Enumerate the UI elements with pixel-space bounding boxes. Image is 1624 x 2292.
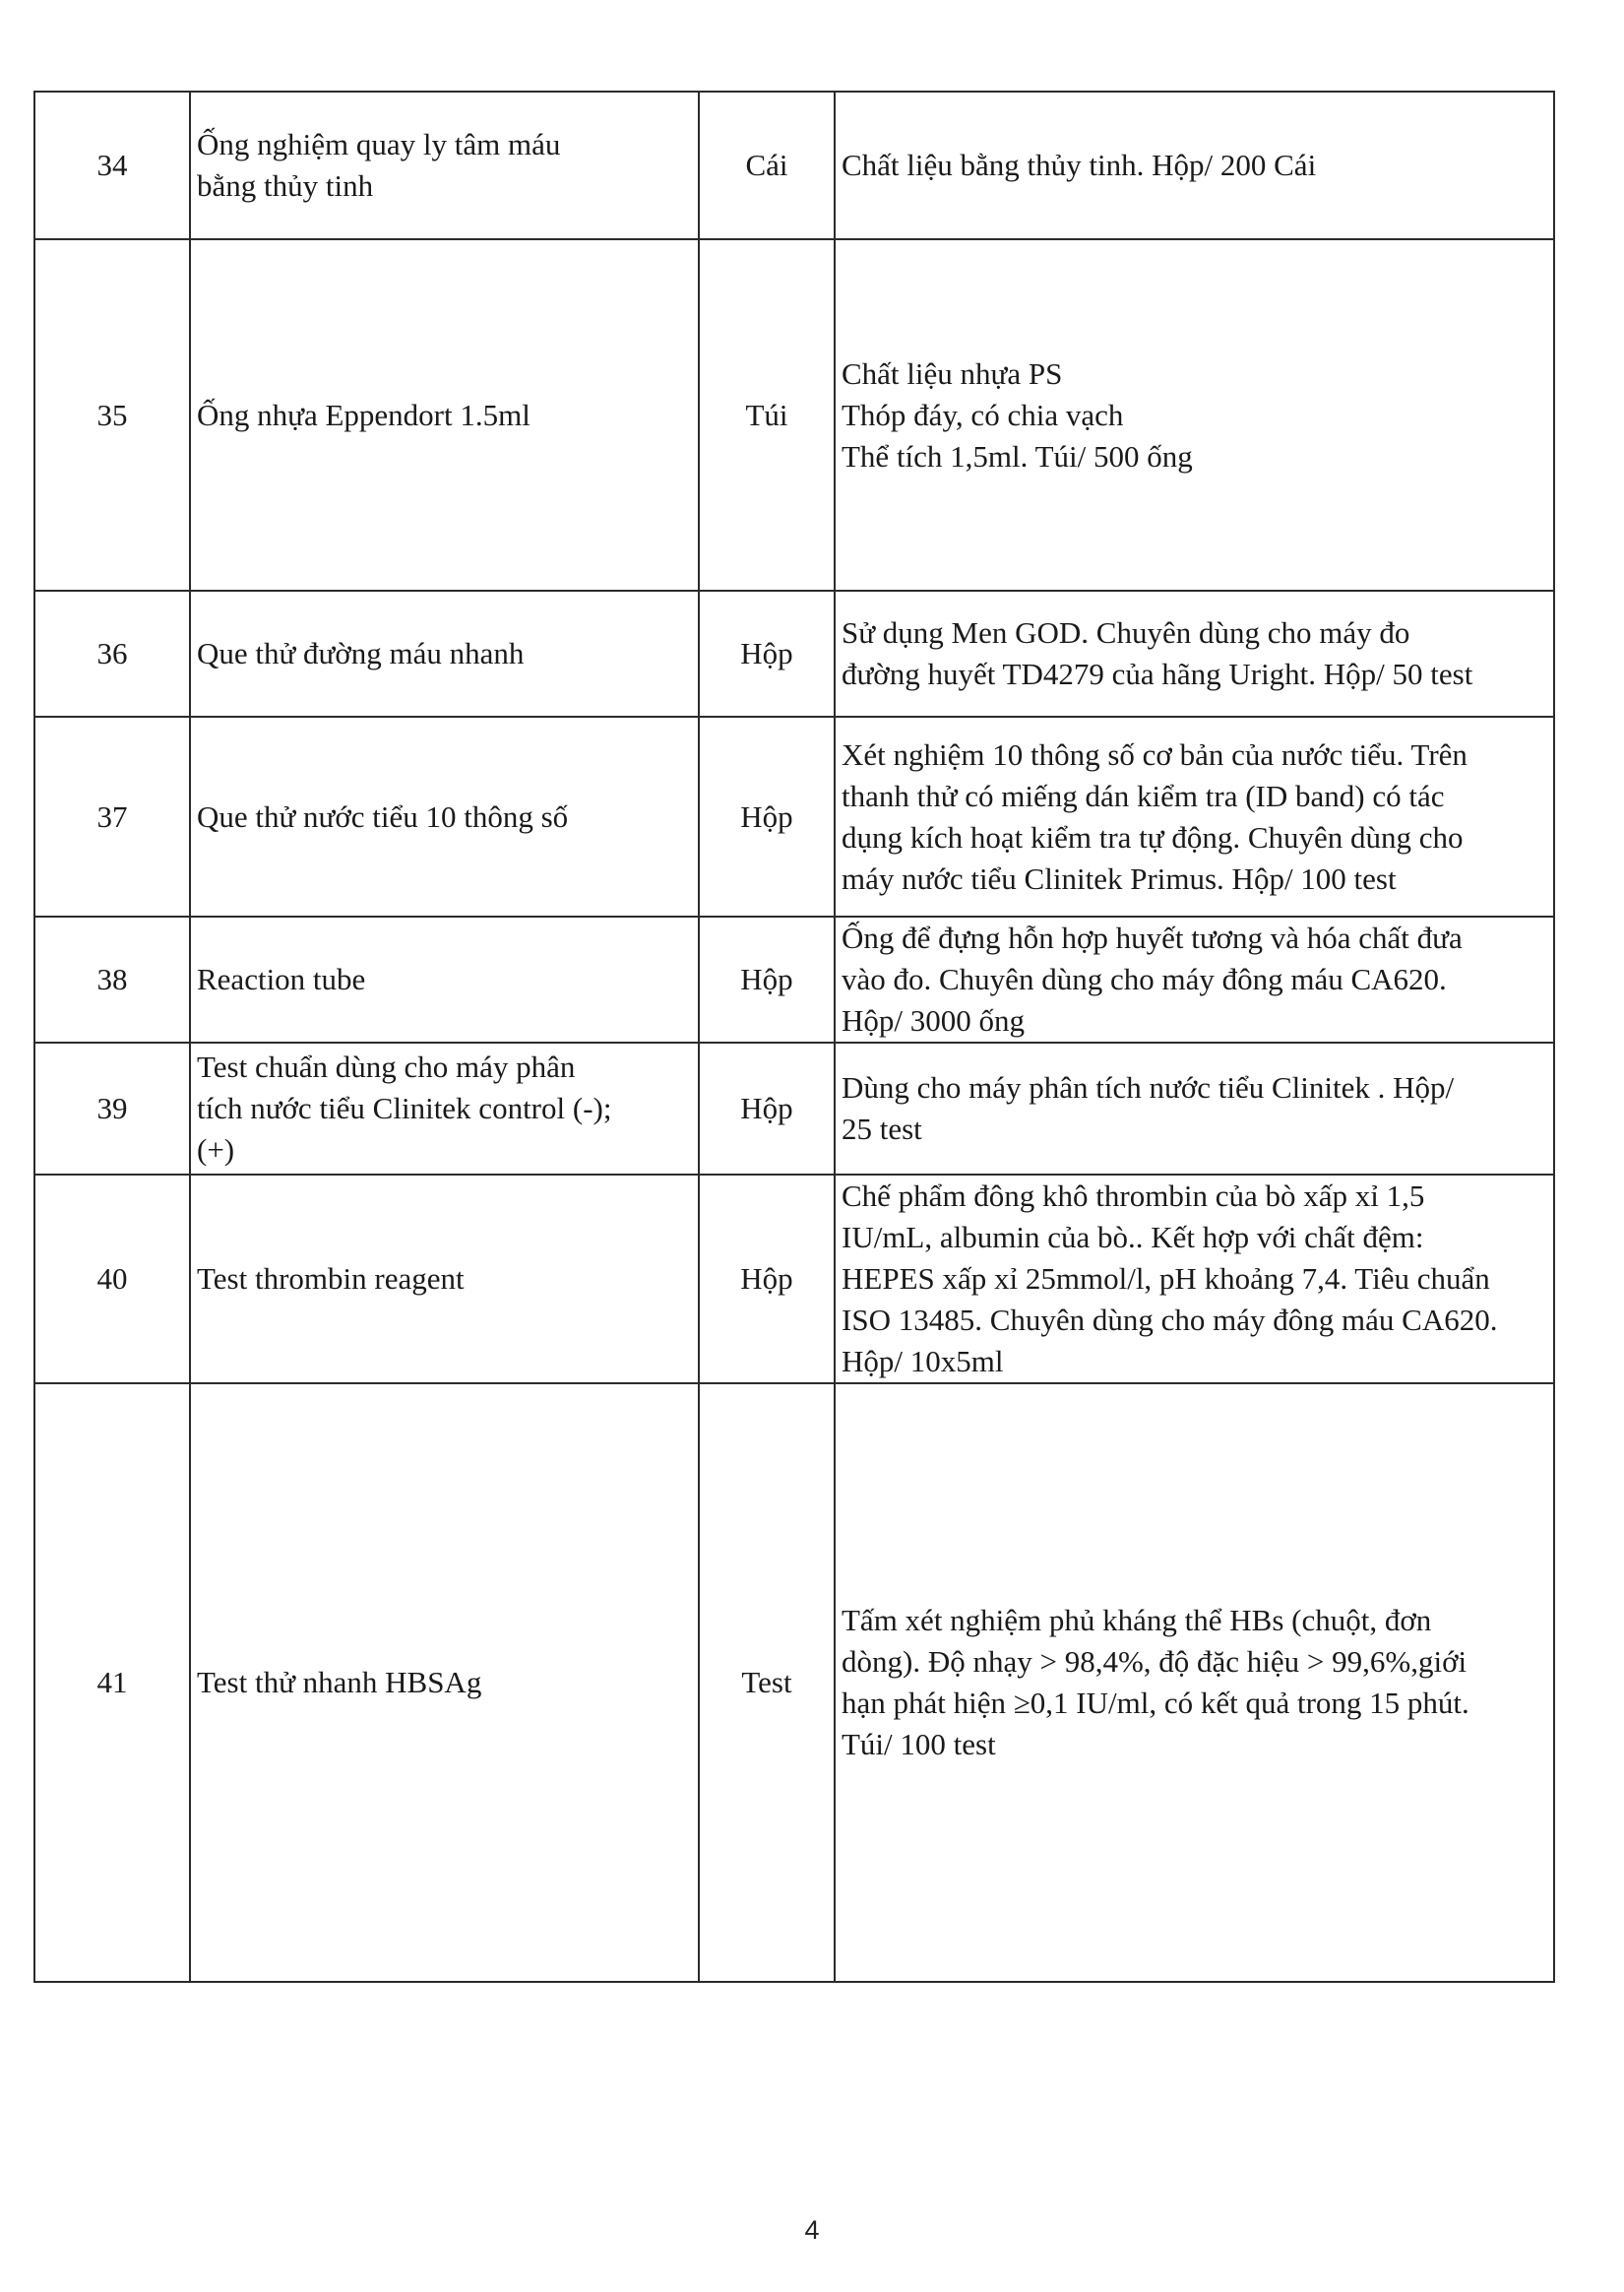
item-unit-cell: Hộp [699, 917, 835, 1043]
item-spec-line: Túi/ 100 test [842, 1727, 996, 1761]
item-spec-line: Chất liệu nhựa PS [842, 355, 1063, 391]
item-spec-cell [835, 591, 1554, 717]
item-spec-line: Thóp đáy, có chia vạch [842, 397, 1124, 432]
item-spec-line: đường huyết TD4279 của hãng Uright. Hộp/ 50 test [842, 657, 1473, 691]
item-name-cell [190, 92, 699, 239]
item-unit-cell: Cái [699, 92, 835, 239]
item-name-line: Que thử đường máu nhanh [197, 636, 525, 670]
item-unit-cell: Hộp [699, 1043, 835, 1175]
item-spec-cell [835, 1043, 1554, 1175]
item-name-line: bằng thủy tinh [197, 168, 374, 203]
item-name-line: tích nước tiểu Clinitek control (-); [197, 1091, 612, 1125]
item-unit-cell: Test [699, 1383, 835, 1982]
item-spec-line: HEPES xấp xỉ 25mmol/l, pH khoảng 7,4. Tiêu chuẩn [842, 1261, 1490, 1296]
table-row [34, 717, 1554, 917]
item-spec-line: Thể tích 1,5ml. Túi/ 500 ống [842, 438, 1193, 474]
item-spec-cell [835, 717, 1554, 917]
item-name-line: Test thrombin reagent [197, 1261, 465, 1296]
table-row [34, 917, 1554, 1043]
supply-spec-table [33, 91, 1555, 1983]
item-unit-cell: Túi [699, 239, 835, 591]
item-spec-cell [835, 92, 1554, 239]
item-spec-line: vào đo. Chuyên dùng cho máy đông máu CA620. [842, 962, 1447, 996]
item-spec-line: Chế phẩm đông khô thrombin của bò xấp xỉ 1,5 [842, 1178, 1425, 1213]
item-spec-line: Tấm xét nghiệm phủ kháng thể HBs (chuột, đơn [842, 1603, 1432, 1637]
table-row [34, 1383, 1554, 1982]
item-name-line: Ống nghiệm quay ly tâm máu [197, 127, 561, 161]
page-number: 4 [804, 2215, 820, 2245]
item-number-cell: 34 [34, 92, 190, 239]
item-name-cell [190, 1383, 699, 1982]
item-number-cell: 41 [34, 1383, 190, 1982]
item-name-line: Test chuẩn dùng cho máy phân [197, 1050, 576, 1084]
item-spec-line: Sử dụng Men GOD. Chuyên dùng cho máy đo [842, 615, 1410, 650]
item-name-cell [190, 239, 699, 591]
table-row [34, 1043, 1554, 1175]
item-name-line: Ống nhựa Eppendort 1.5ml [197, 397, 531, 432]
item-number-cell: 37 [34, 717, 190, 917]
item-spec-line: Chất liệu bằng thủy tinh. Hộp/ 200 Cái [842, 148, 1317, 182]
item-spec-line: IU/mL, albumin của bò.. Kết hợp với chất đệm: [842, 1220, 1424, 1254]
table-row [34, 92, 1554, 239]
item-name-line: (+) [197, 1132, 235, 1167]
item-spec-line: hạn phát hiện ≥0,1 IU/ml, có kết quả trong 15 phút. [842, 1686, 1469, 1720]
item-spec-cell [835, 1175, 1554, 1383]
item-spec-line: ISO 13485. Chuyên dùng cho máy đông máu CA620. [842, 1303, 1498, 1337]
item-spec-line: dòng). Độ nhạy > 98,4%, độ đặc hiệu > 99,6%,giới [842, 1644, 1468, 1679]
item-spec-line: máy nước tiểu Clinitek Primus. Hộp/ 100 test [842, 860, 1397, 896]
item-unit-cell: Hộp [699, 717, 835, 917]
item-name-cell [190, 1043, 699, 1175]
item-spec-cell [835, 1383, 1554, 1982]
item-name-line: Test thử nhanh HBSAg [197, 1665, 482, 1699]
item-spec-cell [835, 917, 1554, 1043]
item-spec-line: Hộp/ 10x5ml [842, 1344, 1004, 1378]
table-row [34, 1175, 1554, 1383]
item-number-cell: 38 [34, 917, 190, 1043]
item-name-cell [190, 917, 699, 1043]
item-name-cell [190, 717, 699, 917]
item-spec-line: Hộp/ 3000 ống [842, 1003, 1025, 1038]
table-row [34, 239, 1554, 591]
item-name-cell [190, 1175, 699, 1383]
item-number-cell: 40 [34, 1175, 190, 1383]
item-spec-line: dụng kích hoạt kiểm tra tự động. Chuyên dùng cho [842, 819, 1464, 855]
item-spec-line: Dùng cho máy phân tích nước tiểu Clinitek . Hộp/ [842, 1070, 1455, 1105]
item-name-cell [190, 591, 699, 717]
item-unit-cell: Hộp [699, 1175, 835, 1383]
item-spec-line: Xét nghiệm 10 thông số cơ bản của nước tiểu. Trên [842, 736, 1468, 772]
item-name-line: Que thử nước tiểu 10 thông số [197, 798, 569, 834]
item-name-line: Reaction tube [197, 962, 366, 996]
item-number-cell: 35 [34, 239, 190, 591]
item-number-cell: 36 [34, 591, 190, 717]
item-unit-cell: Hộp [699, 591, 835, 717]
table-row [34, 591, 1554, 717]
item-spec-cell [835, 239, 1554, 591]
item-spec-line: Ống để đựng hỗn hợp huyết tương và hóa chất đưa [842, 921, 1463, 955]
item-spec-line: thanh thử có miếng dán kiểm tra (ID band) có tác [842, 778, 1445, 813]
item-number-cell: 39 [34, 1043, 190, 1175]
item-spec-line: 25 test [842, 1112, 922, 1146]
